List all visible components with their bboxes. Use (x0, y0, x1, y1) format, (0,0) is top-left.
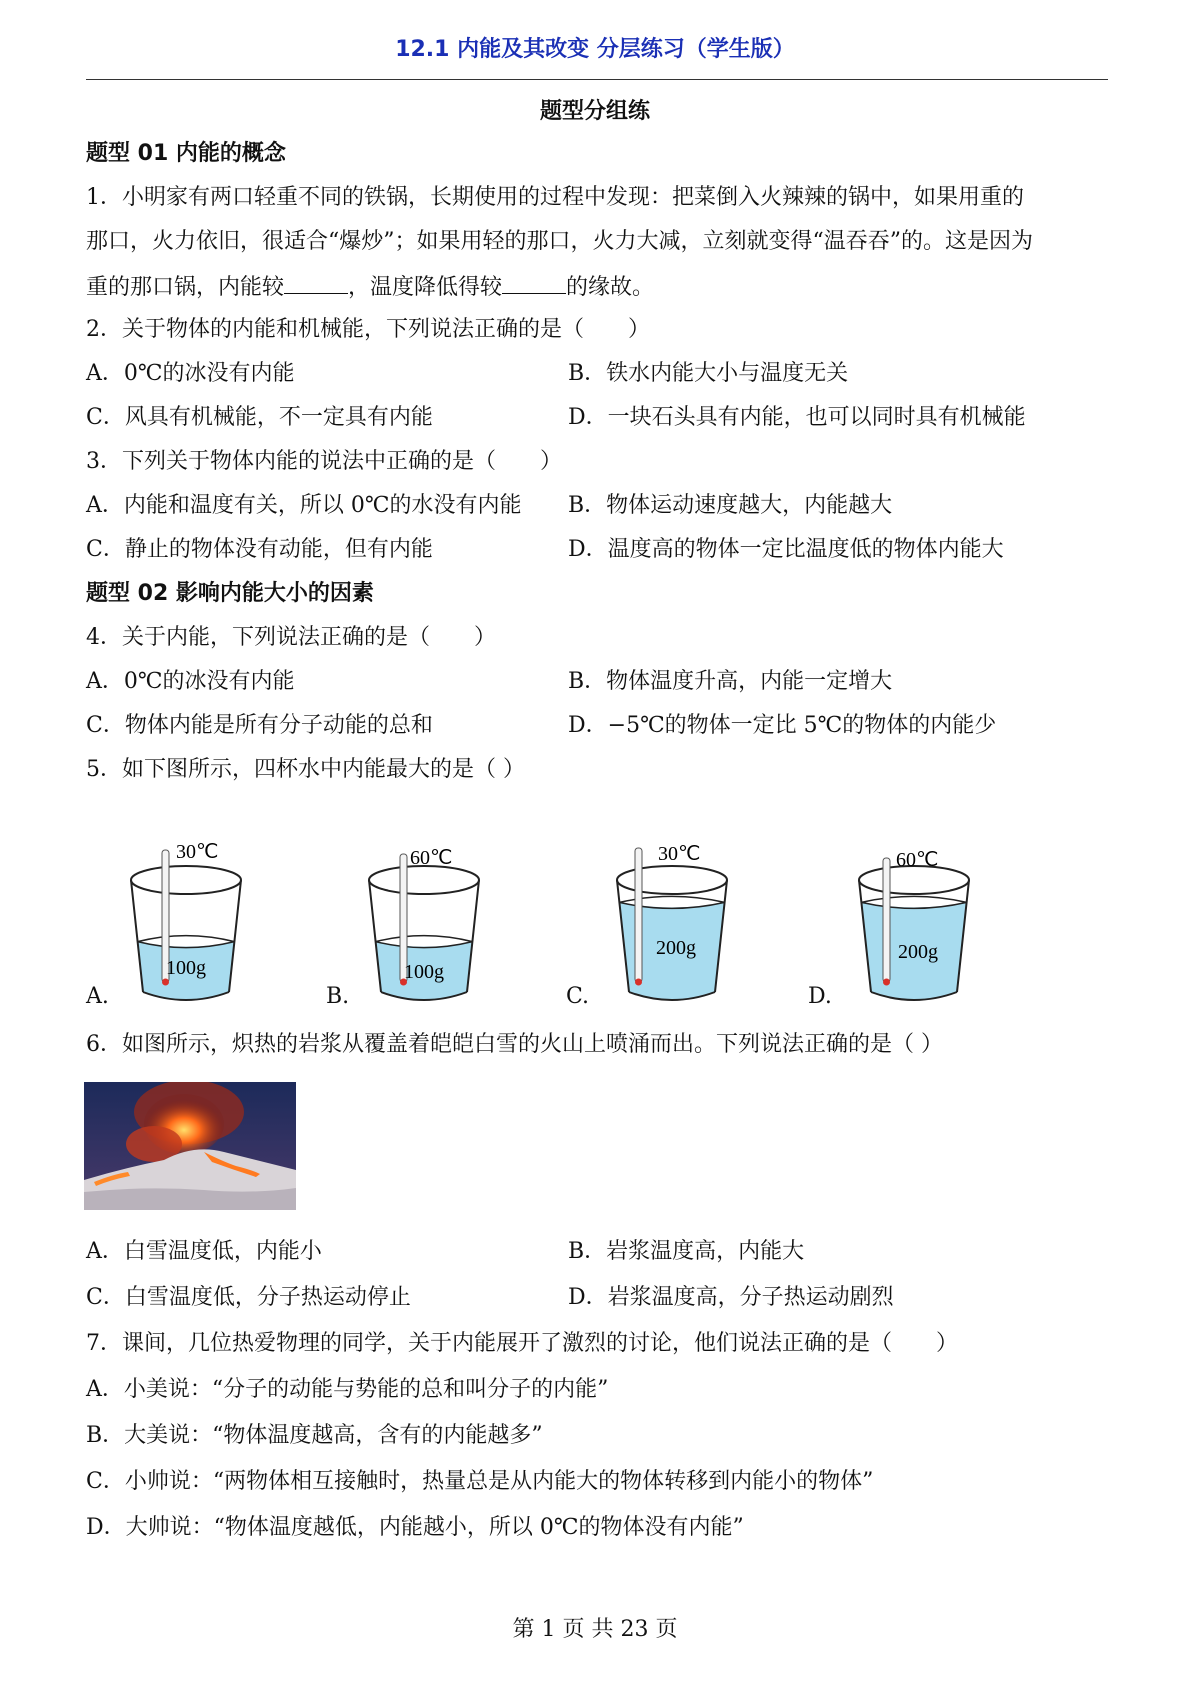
cup-b-figure (356, 842, 516, 1012)
thermometer-bulb (635, 979, 642, 986)
q7-option-d: D．大帅说：“物体温度越低，内能越小，所以 0℃的物体没有内能” (86, 1515, 744, 1540)
q2-option-b: B．铁水内能大小与温度无关 (568, 361, 849, 386)
q4-option-b: B．物体温度升高，内能一定增大 (568, 669, 893, 694)
cup-d-label: D. (808, 984, 832, 1009)
q3-option-c: C．静止的物体没有动能，但有内能 (86, 537, 433, 562)
q1-text-c: 的缘故。 (566, 275, 655, 300)
cup-rim (131, 866, 241, 894)
q6-option-d: D．岩浆温度高，分子热运动剧烈 (568, 1285, 894, 1310)
q1-line2: 那口，火力依旧，很适合“爆炒”；如果用轻的那口，火力大减，立刻就变得“温吞吞”的。这是因为 (86, 229, 1033, 254)
section-title: 题型分组练 (539, 99, 650, 124)
q2-option-a: A．0℃的冰没有内能 (86, 361, 295, 386)
mass-label: 200g (656, 937, 696, 959)
volcano-picture (84, 1082, 296, 1210)
q6-option-b: B．岩浆温度高，内能大 (568, 1239, 805, 1264)
mass-label: 200g (898, 941, 938, 963)
answer-blank-2[interactable] (502, 271, 566, 294)
q3-option-a: A．内能和温度有关，所以 0℃的水没有内能 (86, 493, 522, 518)
cup-b (356, 842, 516, 1012)
cup-a (118, 842, 278, 1012)
q2-stem: 2．关于物体的内能和机械能，下列说法正确的是（ ） (86, 317, 650, 342)
thermometer-icon (635, 848, 642, 982)
cup-d (846, 842, 1006, 1012)
thermometer-icon (883, 858, 890, 982)
q1-line1: 1．小明家有两口轻重不同的铁锅，长期使用的过程中发现：把菜倒入火辣辣的锅中，如果用重的 (86, 185, 1025, 210)
q1-text-b: ，温度降低得较 (348, 275, 503, 300)
q2-option-c: C．风具有机械能，不一定具有内能 (86, 405, 433, 430)
cup-a-label: A. (86, 984, 109, 1009)
q3-stem: 3．下列关于物体内能的说法中正确的是（ ） (86, 449, 562, 474)
mass-label: 100g (166, 957, 206, 979)
q6-stem: 6．如图所示，炽热的岩浆从覆盖着皑皑白雪的火山上喷涌而出。下列说法正确的是（ ） (86, 1032, 943, 1057)
mass-label: 100g (404, 961, 444, 983)
q5-stem: 5．如下图所示，四杯水中内能最大的是（ ） (86, 757, 525, 782)
q2-option-d: D．一块石头具有内能，也可以同时具有机械能 (568, 405, 1026, 430)
temp-label: 60℃ (410, 847, 453, 869)
thermometer-bulb (162, 979, 169, 986)
q6-option-a: A．白雪温度低，内能小 (86, 1239, 322, 1264)
temp-label: 30℃ (658, 843, 701, 865)
thermometer-bulb (883, 979, 890, 986)
temp-label: 60℃ (896, 849, 939, 871)
cup-b-label: B. (326, 984, 350, 1009)
q4-option-c: C．物体内能是所有分子动能的总和 (86, 713, 433, 738)
q7-option-c: C．小帅说：“两物体相互接触时，热量总是从内能大的物体转移到内能小的物体” (86, 1469, 874, 1494)
q4-option-d: D．−5℃的物体一定比 5℃的物体的内能少 (568, 713, 997, 738)
q3-option-d: D．温度高的物体一定比温度低的物体内能大 (568, 537, 1004, 562)
header-divider (86, 79, 1108, 80)
cup-rim (617, 866, 727, 894)
q7-option-b: B．大美说：“物体温度越高，含有的内能越多” (86, 1423, 543, 1448)
page-number: 第 1 页 共 23 页 (512, 1617, 678, 1642)
q4-stem: 4．关于内能，下列说法正确的是（ ） (86, 625, 496, 650)
type02-heading: 题型 02 影响内能大小的因素 (86, 581, 374, 606)
cup-rim (369, 866, 479, 894)
cup-c-figure (604, 842, 764, 1012)
volcano-image (84, 1082, 296, 1210)
cup-c (604, 842, 764, 1012)
q3-option-b: B．物体运动速度越大，内能越大 (568, 493, 893, 518)
q4-option-a: A．0℃的冰没有内能 (86, 669, 295, 694)
cup-c-label: C. (566, 984, 590, 1009)
document-title: 12.1 内能及其改变 分层练习（学生版） (395, 37, 795, 62)
answer-blank-1[interactable] (284, 271, 348, 294)
type01-heading: 题型 01 内能的概念 (86, 141, 286, 166)
temp-label: 30℃ (176, 842, 219, 863)
q1-text-a: 重的那口锅，内能较 (86, 275, 285, 300)
q6-option-c: C．白雪温度低，分子热运动停止 (86, 1285, 411, 1310)
q1-line3 (86, 271, 654, 303)
cup-a-figure (118, 842, 278, 1012)
cup-d-figure (846, 842, 1006, 1012)
q7-option-a: A．小美说：“分子的动能与势能的总和叫分子的内能” (86, 1377, 609, 1402)
q7-stem: 7．课间，几位热爱物理的同学，关于内能展开了激烈的讨论，他们说法正确的是（ ） (86, 1331, 959, 1356)
